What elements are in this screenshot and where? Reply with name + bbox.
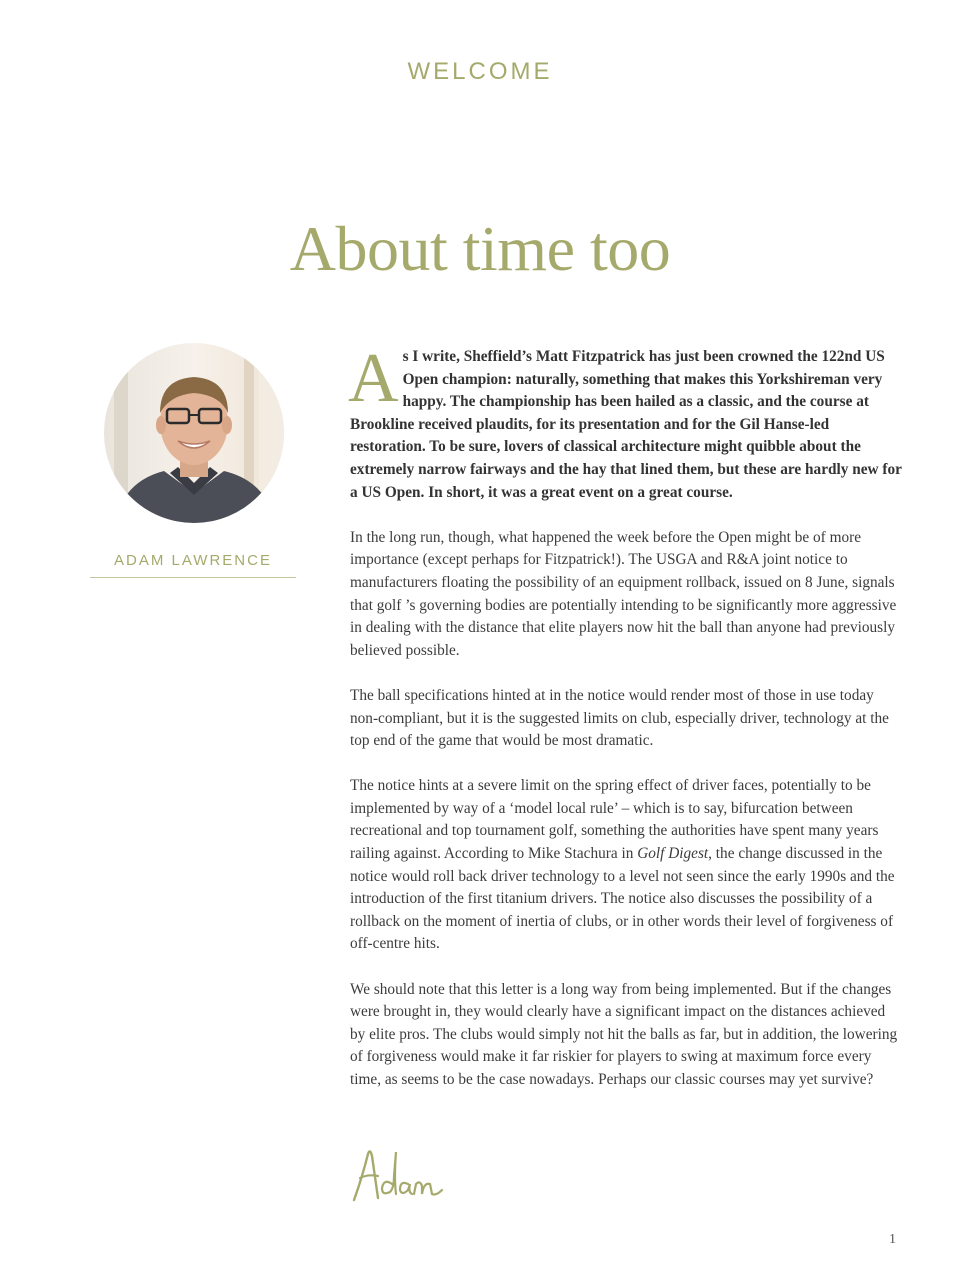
- publication-title: Golf Digest: [637, 845, 709, 863]
- page-title: About time too: [289, 213, 671, 284]
- author-portrait-image: [104, 343, 284, 523]
- signature: [350, 1148, 446, 1204]
- body-paragraph-3: The ball specifications hinted at in the notice would render most of those in use today non-compliant, but it is the suggested limits on club, especially driver, technology at the top end of the game that would be most dramatic.: [350, 686, 889, 750]
- body-paragraph-2: In the long run, though, what happened the week before the Open might be of more importance (except perhaps for Fitzpatrick!). The USGA and R&A joint notice to manufacturers floating the possibility of an equipment rollback, issued on 8 June, signals that golf ’s governing bodies are potentially intending to be significantly more aggressive in dealing with the distance that elite players now hit the ball than anyone had previously believed possible.: [350, 528, 897, 659]
- lede-paragraph: [348, 340, 902, 504]
- lede-text: s I write, Sheffield’s Matt Fitzpatrick has just been crowned the 122nd US Open champion: naturally, something that makes this Yorkshireman very happy. The championship has been hailed as a classic, and the course at Brookline received plaudits, for its presentation and for the Gil Hanse-led restoration. To be sure, lovers of classical architecture might quibble about the extremely narrow fairways and the hay that lined them, but these are hardly new for a US Open. In short, it was a great event on a great course.: [350, 348, 902, 501]
- article-body: [348, 340, 902, 1114]
- body-paragraph-4: [350, 775, 902, 956]
- handwritten-signature-image: [350, 1148, 446, 1204]
- author-divider: [90, 577, 296, 578]
- section-label: WELCOME: [407, 58, 553, 85]
- author-name: ADAM LAWRENCE: [114, 552, 272, 569]
- body-paragraph-4-part-b: , the change discussed in the notice would roll back driver technology to a level not seen since the early 1990s and the introduction of the first titanium drivers. The notice also discusses the possibility of a rollback on the moment of inertia of clubs, or in other words their level of forgiveness of off-centre hits.: [350, 845, 895, 953]
- drop-cap: A: [348, 340, 399, 417]
- page-number: 1: [889, 1232, 896, 1247]
- body-paragraph-4-part-a: The notice hints at a severe limit on the spring effect of driver faces, potentially to be implemented by way of a ‘model local rule’ – which is to say, bifurcation between recreational and top tournament golf, something the authorities have spent many years railing against. According to Mike Stachura in: [350, 777, 879, 863]
- author-photo: [104, 343, 284, 523]
- body-paragraph-5: We should note that this letter is a long way from being implemented. But if the changes were brought in, they would clearly have a significant impact on the distances achieved by elite pros. The clubs would simply not hit the balls as far, but in addition, the lowering of forgiveness would make it far riskier for players to swing at maximum force every time, as seems to be the case nowadays. Perhaps our classic courses may yet survive?: [350, 980, 898, 1088]
